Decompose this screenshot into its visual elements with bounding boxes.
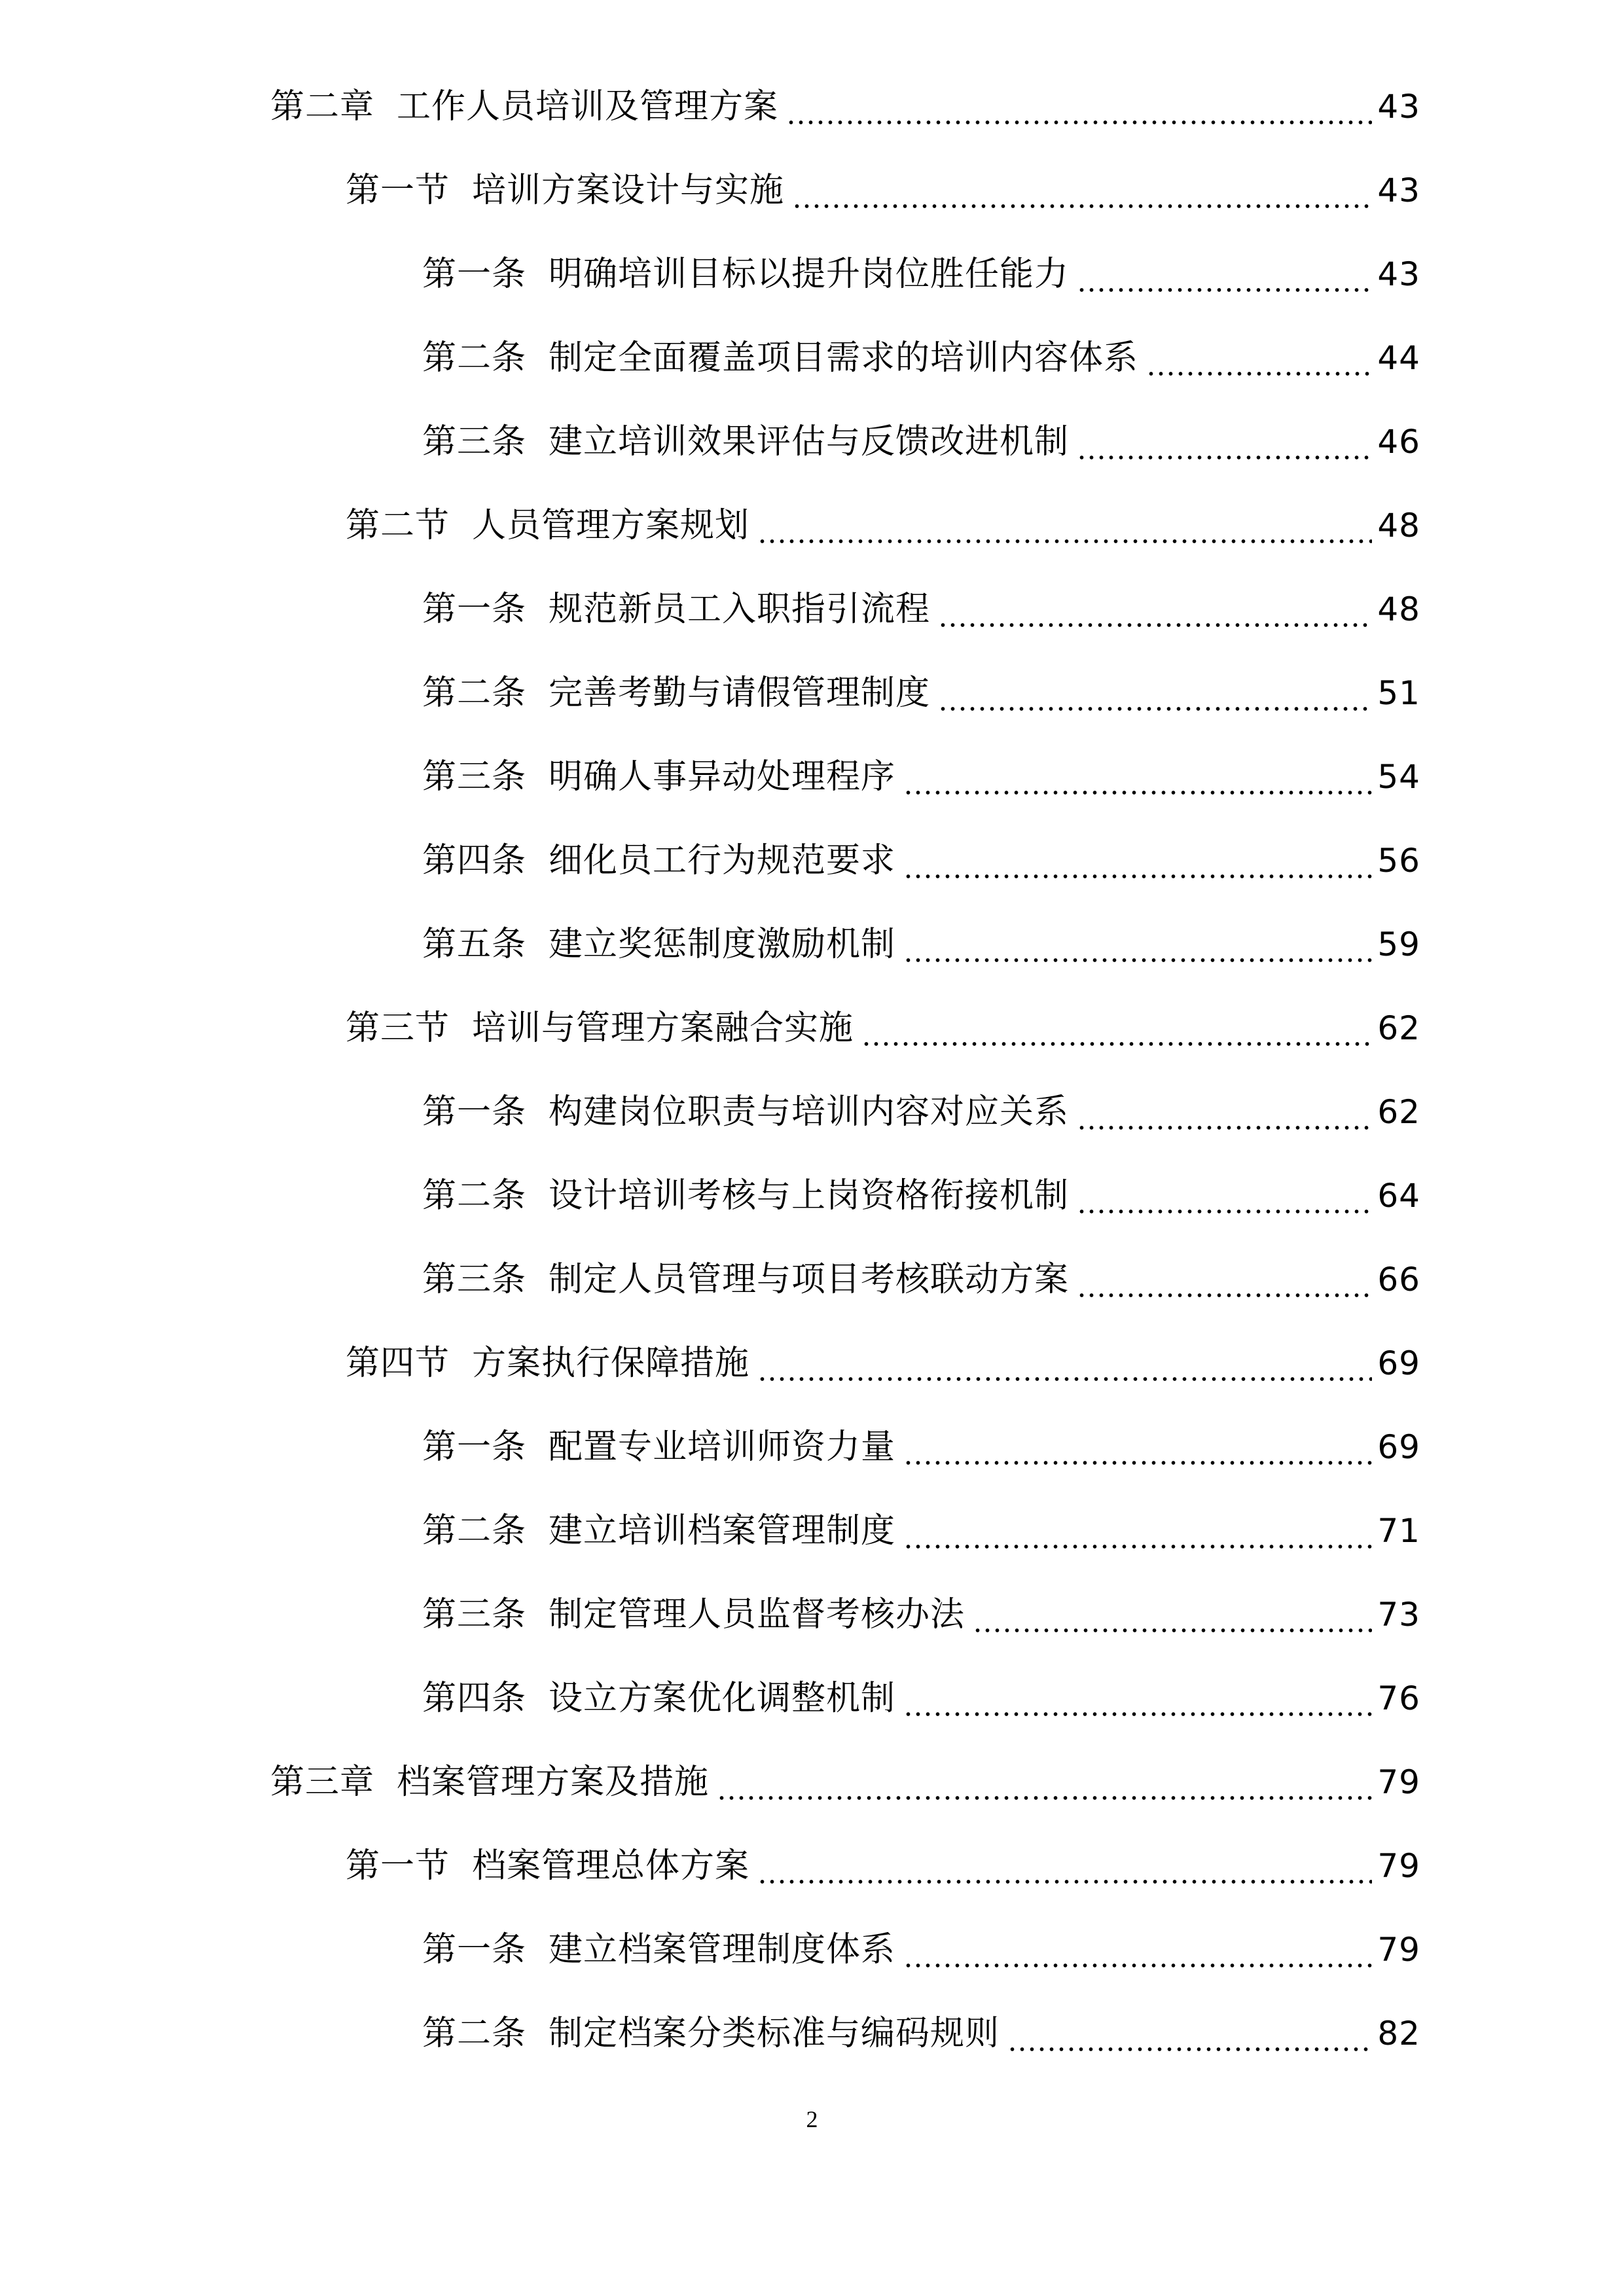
toc-entry-title: 构建岗位职责与培训内容对应关系 (549, 1092, 1070, 1132)
toc-entry-page: 62 (1377, 1093, 1420, 1131)
toc-entry-article[interactable] (422, 245, 1420, 304)
page-number: 2 (806, 2106, 818, 2132)
dot-leader (861, 999, 1372, 1058)
dot-leader (717, 1753, 1372, 1812)
toc-entry-title: 规范新员工入职指引流程 (549, 590, 931, 629)
toc-entry-section[interactable] (346, 999, 1420, 1058)
toc-entry-article[interactable] (422, 1501, 1420, 1560)
toc-entry-article[interactable] (422, 1250, 1420, 1309)
toc-entry-page: 56 (1377, 842, 1420, 880)
toc-entry-chapter[interactable] (270, 77, 1420, 136)
toc-entry-article[interactable] (422, 329, 1420, 387)
toc-entry-article[interactable] (422, 1585, 1420, 1644)
toc-entry-title: 方案执行保障措施 (472, 1344, 750, 1383)
toc-entry-title: 完善考勤与请假管理制度 (549, 673, 931, 713)
toc-entry-label: 第一条 (422, 255, 527, 294)
toc-entry-article[interactable] (422, 915, 1420, 974)
toc-entry-label: 第一条 (422, 590, 527, 629)
toc-entry-label: 第二条 (422, 673, 527, 713)
dot-leader (938, 664, 1372, 723)
dot-leader (938, 580, 1372, 639)
toc-entry-article[interactable] (422, 2004, 1420, 2063)
dot-leader (903, 1669, 1372, 1728)
toc-entry-label: 第三条 (422, 1595, 527, 1634)
dot-leader (1077, 245, 1372, 304)
toc-entry-article[interactable] (422, 747, 1420, 806)
toc-entry-page: 66 (1377, 1261, 1420, 1299)
toc-entry-page: 48 (1377, 590, 1420, 628)
toc-entry-title: 培训与管理方案融合实施 (472, 1009, 854, 1048)
toc-entry-section[interactable] (346, 1837, 1420, 1895)
toc-entry-label: 第二条 (422, 338, 527, 378)
toc-entry-section[interactable] (346, 161, 1420, 220)
toc-entry-label: 第三条 (422, 1260, 527, 1299)
toc-entry-label: 第一条 (422, 1092, 527, 1132)
toc-entry-title: 制定档案分类标准与编码规则 (549, 2014, 1000, 2053)
toc-entry-title: 人员管理方案规划 (472, 506, 750, 545)
dot-leader (1077, 1250, 1372, 1309)
toc-entry-label: 第三条 (422, 757, 527, 797)
toc-entry-title: 设立方案优化调整机制 (549, 1679, 896, 1718)
toc-entry-section[interactable] (346, 1334, 1420, 1393)
dot-leader (786, 77, 1372, 136)
toc-entry-label: 第二条 (422, 2014, 527, 2053)
toc-entry-title: 明确培训目标以提升岗位胜任能力 (549, 255, 1070, 294)
toc-entry-title: 制定人员管理与项目考核联动方案 (549, 1260, 1070, 1299)
dot-leader (973, 1585, 1372, 1644)
toc-entry-page: 69 (1377, 1428, 1420, 1466)
toc-entry-title: 设计培训考核与上岗资格衔接机制 (549, 1176, 1070, 1215)
toc-entry-title: 明确人事异动处理程序 (549, 757, 896, 797)
toc-entry-article[interactable] (422, 1166, 1420, 1225)
dot-leader (903, 915, 1372, 974)
toc-entry-article[interactable] (422, 1083, 1420, 1141)
toc-entry-page: 79 (1377, 1931, 1420, 1969)
toc-entry-page: 43 (1377, 171, 1420, 209)
toc-entry-label: 第三节 (346, 1009, 450, 1048)
dot-leader (903, 1418, 1372, 1477)
dot-leader (757, 496, 1372, 555)
toc-entry-page: 73 (1377, 1596, 1420, 1634)
toc-entry-page: 44 (1377, 339, 1420, 377)
dot-leader (1077, 1166, 1372, 1225)
toc-entry-title: 制定全面覆盖项目需求的培训内容体系 (549, 338, 1139, 378)
toc-entry-article[interactable] (422, 831, 1420, 890)
toc-entry-page: 69 (1377, 1344, 1420, 1382)
toc-entry-article[interactable] (422, 580, 1420, 639)
toc-entry-label: 第三条 (422, 422, 527, 461)
toc-entry-page: 76 (1377, 1679, 1420, 1717)
toc-entry-page: 48 (1377, 507, 1420, 545)
toc-entry-label: 第五条 (422, 925, 527, 964)
toc-entry-label: 第三章 (270, 1763, 375, 1802)
toc-entry-page: 54 (1377, 758, 1420, 796)
dot-leader (757, 1334, 1372, 1393)
toc-entry-section[interactable] (346, 496, 1420, 555)
toc-entry-article[interactable] (422, 1920, 1420, 1979)
toc-entry-page: 62 (1377, 1009, 1420, 1047)
toc-entry-page: 79 (1377, 1847, 1420, 1885)
toc-entry-label: 第一条 (422, 1930, 527, 1969)
dot-leader (903, 747, 1372, 806)
toc-entry-article[interactable] (422, 1669, 1420, 1728)
toc-entry-title: 档案管理总体方案 (472, 1846, 750, 1886)
toc-entry-page: 43 (1377, 255, 1420, 293)
toc-entry-page: 79 (1377, 1763, 1420, 1801)
toc-entry-page: 59 (1377, 925, 1420, 963)
dot-leader (1077, 1083, 1372, 1141)
dot-leader (903, 1920, 1372, 1979)
toc-entry-title: 培训方案设计与实施 (472, 171, 785, 210)
toc-entry-label: 第一节 (346, 171, 450, 210)
toc-entry-label: 第二节 (346, 506, 450, 545)
dot-leader (1146, 329, 1372, 387)
toc-entry-title: 工作人员培训及管理方案 (397, 87, 779, 126)
dot-leader (903, 831, 1372, 890)
toc-entry-page: 51 (1377, 674, 1420, 712)
toc-entry-page: 71 (1377, 1512, 1420, 1550)
toc-entry-title: 制定管理人员监督考核办法 (549, 1595, 965, 1634)
toc-entry-title: 建立档案管理制度体系 (549, 1930, 896, 1969)
toc-entry-page: 82 (1377, 2015, 1420, 2053)
toc-entry-title: 建立奖惩制度激励机制 (549, 925, 896, 964)
dot-leader (792, 161, 1372, 220)
dot-leader (1077, 412, 1372, 471)
toc-entry-article[interactable] (422, 412, 1420, 471)
toc-entry-page: 64 (1377, 1177, 1420, 1215)
toc-entry-label: 第四节 (346, 1344, 450, 1383)
toc-entry-label: 第二条 (422, 1176, 527, 1215)
toc-entry-title: 细化员工行为规范要求 (549, 841, 896, 880)
toc-entry-page: 43 (1377, 88, 1420, 126)
toc-entry-title: 档案管理方案及措施 (397, 1763, 710, 1802)
toc-entry-label: 第一条 (422, 1427, 527, 1467)
toc-entry-label: 第二条 (422, 1511, 527, 1551)
toc-entry-title: 配置专业培训师资力量 (549, 1427, 896, 1467)
toc-entry-label: 第二章 (270, 87, 375, 126)
dot-leader (757, 1837, 1372, 1895)
toc-entry-article[interactable] (422, 1418, 1420, 1477)
toc-entry-chapter[interactable] (270, 1753, 1420, 1812)
toc-entry-article[interactable] (422, 664, 1420, 723)
toc-entry-page: 46 (1377, 423, 1420, 461)
toc-entry-label: 第四条 (422, 1679, 527, 1718)
dot-leader (903, 1501, 1372, 1560)
toc-entry-title: 建立培训效果评估与反馈改进机制 (549, 422, 1070, 461)
toc-entry-label: 第一节 (346, 1846, 450, 1886)
dot-leader (1007, 2004, 1372, 2063)
toc-entry-label: 第四条 (422, 841, 527, 880)
toc-entry-title: 建立培训档案管理制度 (549, 1511, 896, 1551)
